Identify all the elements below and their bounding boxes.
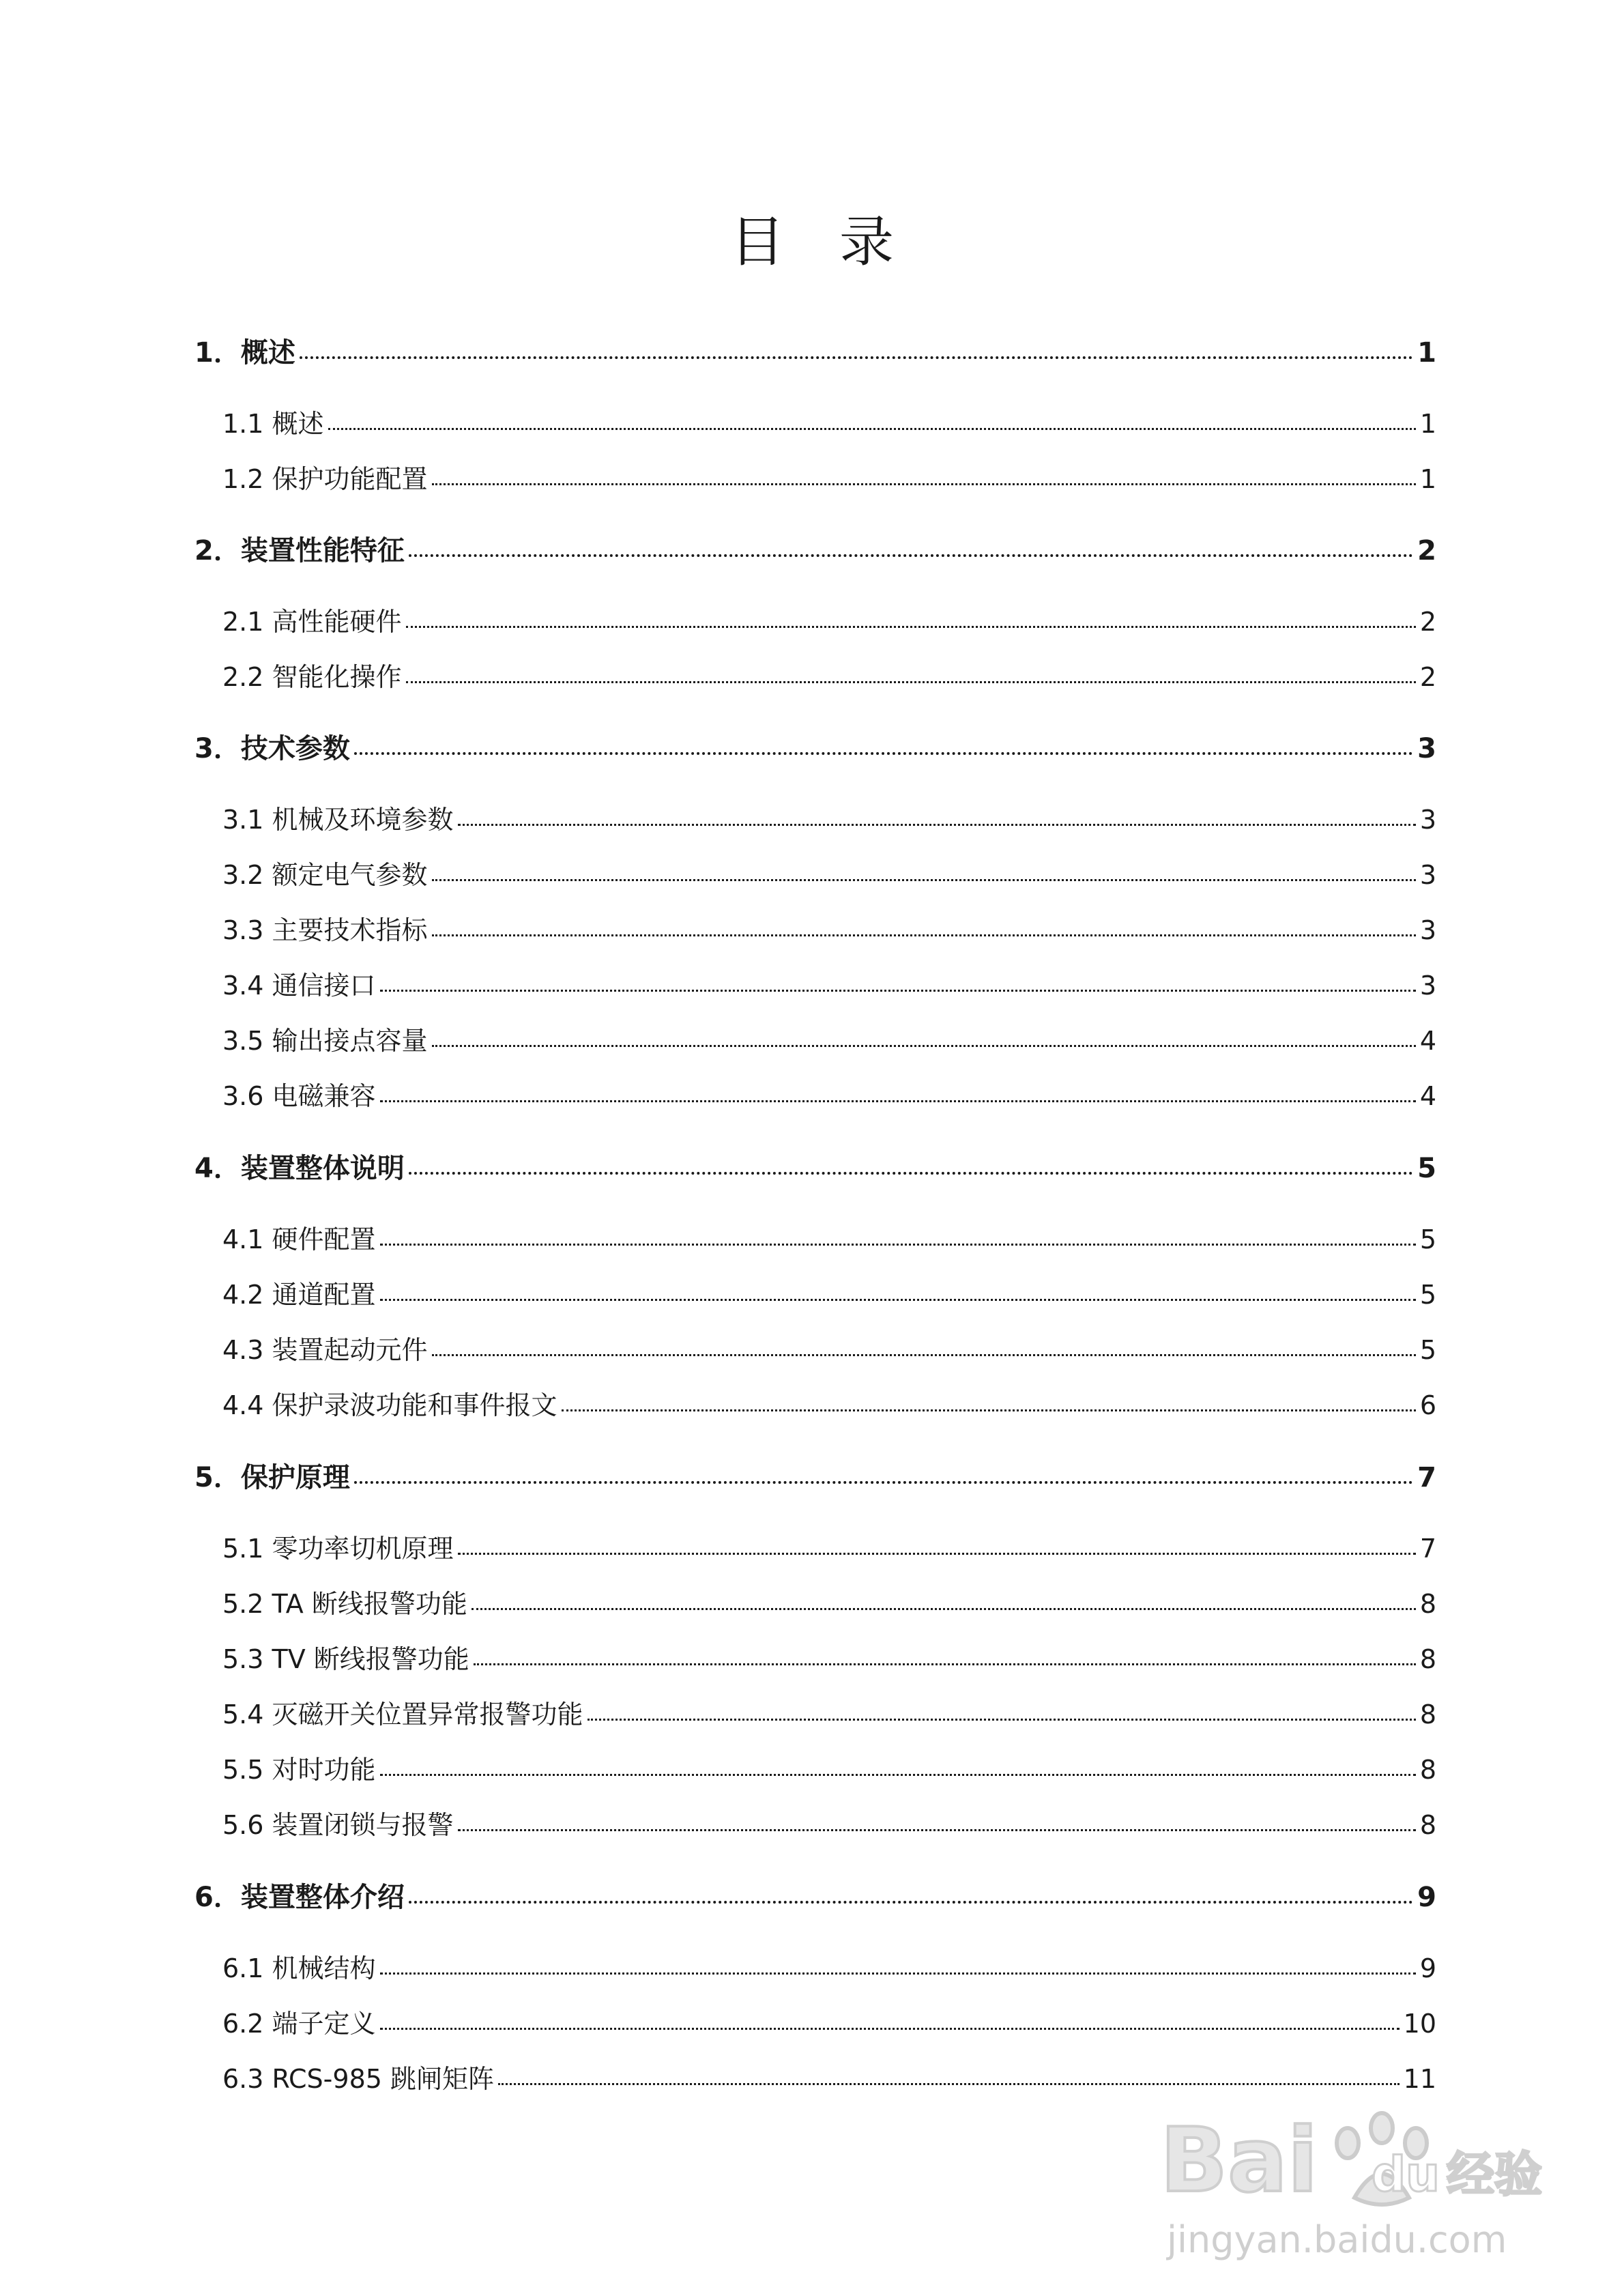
- dot-leader: [409, 1172, 1413, 1175]
- toc-entry-2-2[interactable]: [222, 656, 1436, 693]
- toc-entry-label: 4.3 装置起动元件: [222, 1335, 428, 1365]
- toc-entry-3-5[interactable]: [222, 1020, 1436, 1057]
- toc-entry-3-4[interactable]: [222, 964, 1436, 1002]
- toc-entry-page: 2: [1419, 662, 1436, 692]
- toc-entry-label: 3．技术参数: [194, 733, 350, 764]
- dot-leader: [300, 356, 1413, 359]
- toc-entry-page: 4: [1419, 1026, 1436, 1056]
- toc-entry-label: 5．保护原理: [194, 1462, 350, 1493]
- toc-entry-label: 3.2 额定电气参数: [222, 860, 428, 890]
- baidu-jingyan-watermark: [1160, 2089, 1542, 2259]
- dot-leader: [380, 1972, 1416, 1975]
- toc-entry-5-4[interactable]: [222, 1693, 1436, 1731]
- toc-entry-5-3[interactable]: [222, 1638, 1436, 1676]
- dot-leader: [432, 934, 1416, 936]
- toc-entry-2-1[interactable]: [222, 601, 1436, 638]
- toc-entry-label: 5.2 TA 断线报警功能: [222, 1589, 467, 1619]
- toc-entry-5-5[interactable]: [222, 1749, 1436, 1786]
- toc-entry-3-2[interactable]: [222, 854, 1436, 891]
- toc-entry-label: 2.2 智能化操作: [222, 662, 402, 692]
- toc-entry-label: 4.1 硬件配置: [222, 1224, 376, 1254]
- dot-leader: [432, 483, 1416, 485]
- dot-leader: [472, 1608, 1416, 1610]
- dot-leader: [498, 2083, 1400, 2085]
- dot-leader: [432, 879, 1416, 881]
- toc-entry-label: 5.1 零功率切机原理: [222, 1534, 454, 1564]
- toc-entry-label: 3.5 输出接点容量: [222, 1026, 428, 1056]
- toc-entry-page: 1: [1419, 409, 1436, 439]
- toc-entry-page: 9: [1417, 1882, 1436, 1913]
- toc-entry-5-1[interactable]: [222, 1527, 1436, 1565]
- toc-entry-label: 3.6 电磁兼容: [222, 1081, 376, 1111]
- dot-leader: [380, 1100, 1416, 1102]
- toc-entry-page: 5: [1419, 1280, 1436, 1310]
- toc-entry-page: 11: [1403, 2064, 1436, 2094]
- toc-entry-page: 1: [1417, 337, 1436, 369]
- toc-entry-label: 1．概述: [194, 337, 295, 369]
- dot-leader: [474, 1663, 1416, 1665]
- dot-leader: [406, 681, 1416, 683]
- toc-entry-page: 7: [1417, 1462, 1436, 1493]
- toc-entry-page: 3: [1417, 733, 1436, 764]
- toc-entry-page: 1: [1419, 464, 1436, 494]
- toc-entry-1-2[interactable]: [222, 458, 1436, 496]
- dot-leader: [458, 1829, 1416, 1831]
- toc-entry-3[interactable]: [194, 727, 1436, 766]
- toc-entry-label: 2．装置性能特征: [194, 535, 405, 566]
- toc-entry-label: 3.3 主要技术指标: [222, 915, 428, 945]
- toc-entry-page: 2: [1419, 607, 1436, 637]
- toc-entry-page: 8: [1419, 1755, 1436, 1785]
- toc-entry-label: 6.2 端子定义: [222, 2009, 376, 2039]
- toc-entry-5[interactable]: [194, 1456, 1436, 1495]
- toc-entry-4-1[interactable]: [222, 1218, 1436, 1256]
- toc-entry-label: 2.1 高性能硬件: [222, 607, 402, 637]
- toc-entry-label: 4．装置整体说明: [194, 1153, 405, 1184]
- toc-entry-page: 5: [1419, 1335, 1436, 1365]
- dot-leader: [409, 1901, 1413, 1904]
- toc-entry-label: 5.6 装置闭锁与报警: [222, 1810, 454, 1840]
- toc-entry-page: 7: [1419, 1534, 1436, 1564]
- toc-entry-2[interactable]: [194, 529, 1436, 568]
- dot-leader: [354, 1481, 1413, 1484]
- dot-leader: [588, 1719, 1416, 1721]
- dot-leader: [380, 1299, 1416, 1301]
- toc-entry-3-1[interactable]: [222, 799, 1436, 836]
- toc-entry-3-6[interactable]: [222, 1075, 1436, 1113]
- toc-entry-page: 10: [1403, 2009, 1436, 2039]
- toc-entry-page: 3: [1419, 805, 1436, 835]
- dot-leader: [380, 1244, 1416, 1246]
- toc-entry-5-6[interactable]: [222, 1804, 1436, 1841]
- toc-entry-page: 8: [1419, 1644, 1436, 1674]
- toc-entry-page: 5: [1419, 1224, 1436, 1254]
- toc-entry-page: 9: [1419, 1953, 1436, 1983]
- svg-text:经验: 经验: [1447, 2147, 1542, 2202]
- toc-entry-page: 8: [1419, 1810, 1436, 1840]
- dot-leader: [409, 554, 1413, 557]
- dot-leader: [406, 626, 1416, 628]
- toc-entry-label: 1.2 保护功能配置: [222, 464, 428, 494]
- toc-entry-label: 4.2 通道配置: [222, 1280, 376, 1310]
- toc-entry-label: 3.1 机械及环境参数: [222, 805, 454, 835]
- toc-entry-label: 1.1 概述: [222, 409, 324, 439]
- toc-entry-label: 3.4 通信接口: [222, 971, 376, 1001]
- dot-leader: [432, 1045, 1416, 1047]
- toc-entry-4[interactable]: [194, 1147, 1436, 1186]
- dot-leader: [380, 1774, 1416, 1776]
- toc-entry-label: 4.4 保护录波功能和事件报文: [222, 1390, 557, 1420]
- dot-leader: [328, 428, 1416, 430]
- svg-text:du: du: [1372, 2147, 1440, 2202]
- toc-entry-page: 5: [1417, 1153, 1436, 1184]
- toc-entry-page: 2: [1417, 535, 1436, 566]
- toc-entry-page: 3: [1419, 860, 1436, 890]
- dot-leader: [354, 752, 1413, 755]
- dot-leader: [432, 1354, 1416, 1356]
- toc-entry-4-4[interactable]: [222, 1384, 1436, 1422]
- dot-leader: [380, 2028, 1400, 2030]
- toc-entry-label: 5.4 灭磁开关位置异常报警功能: [222, 1699, 583, 1730]
- svg-text:Bai: Bai: [1160, 2108, 1318, 2212]
- toc-entry-page: 8: [1419, 1589, 1436, 1619]
- watermark-url: jingyan.baidu.com: [1167, 2218, 1507, 2261]
- toc-entry-label: 6.1 机械结构: [222, 1953, 376, 1983]
- toc-entry-1[interactable]: [194, 331, 1436, 370]
- toc-entry-page: 3: [1419, 971, 1436, 1001]
- toc-entry-5-2[interactable]: [222, 1583, 1436, 1620]
- toc-entry-4-2[interactable]: [222, 1274, 1436, 1311]
- toc-entry-3-3[interactable]: [222, 909, 1436, 947]
- dot-leader: [458, 1553, 1416, 1555]
- toc-entry-label: 5.5 对时功能: [222, 1755, 376, 1785]
- toc-entry-1-1[interactable]: [222, 403, 1436, 440]
- baidu-paw-icon: [1160, 2089, 1542, 2225]
- toc-entry-page: 4: [1419, 1081, 1436, 1111]
- toc-entry-label: 6.3 RCS-985 跳闸矩阵: [222, 2064, 494, 2094]
- dot-leader: [562, 1409, 1416, 1411]
- toc-title: 目 录: [730, 210, 894, 274]
- toc-entry-page: 3: [1419, 915, 1436, 945]
- dot-leader: [380, 990, 1416, 992]
- toc-entry-label: 5.3 TV 断线报警功能: [222, 1644, 469, 1674]
- toc-entry-page: 6: [1419, 1390, 1436, 1420]
- dot-leader: [458, 824, 1416, 826]
- toc-entry-6-2[interactable]: [222, 2003, 1436, 2040]
- toc-entry-6-1[interactable]: [222, 1947, 1436, 1985]
- toc-entry-label: 6．装置整体介绍: [194, 1882, 405, 1913]
- toc-entry-page: 8: [1419, 1699, 1436, 1730]
- toc-entry-6[interactable]: [194, 1876, 1436, 1914]
- toc-entry-4-3[interactable]: [222, 1329, 1436, 1366]
